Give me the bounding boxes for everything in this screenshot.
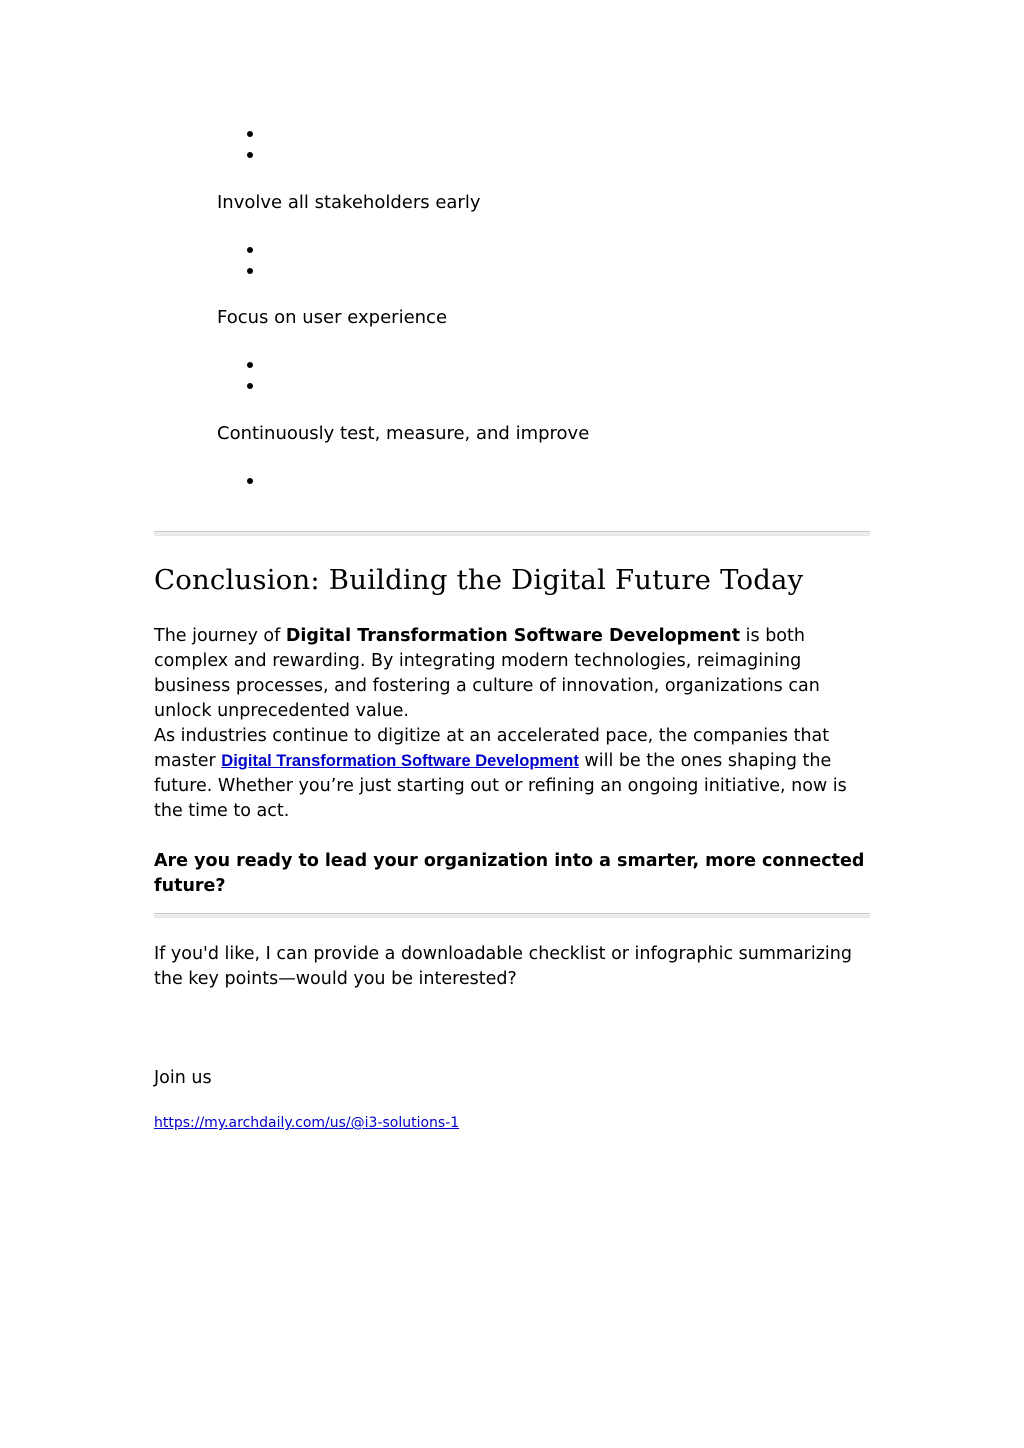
paragraph-text: will be the ones shaping the future. Whether you’re just starting out or refining an ongoing initiative, now is the time to act. — [154, 751, 847, 821]
conclusion-paragraph-1 — [154, 624, 870, 724]
paragraph-text: The journey of — [154, 626, 286, 646]
horizontal-divider — [154, 913, 870, 918]
list-item-text: Involve all stakeholders early — [217, 192, 481, 213]
bullet-point — [247, 383, 253, 389]
cta-text: Are you ready to lead your organization into a smarter, more connected future? — [154, 851, 865, 896]
bullet-point — [247, 152, 253, 158]
offer-paragraph: If you'd like, I can provide a downloadable checklist or infographic summarizing the key points—would you be interested? — [154, 944, 852, 989]
bold-phrase: Digital Transformation Software Development — [285, 626, 741, 646]
bullet-point — [247, 362, 253, 368]
bullet-group-4 — [247, 478, 253, 499]
bullet-group-2 — [247, 247, 253, 289]
bullet-group-3 — [247, 362, 253, 404]
bullet-point — [247, 478, 253, 484]
paragraph-text: is both complex and rewarding. By integrating modern technologies, reimagining business processes, and fostering a culture of innovation, organizations can unlock unprecedented value. — [154, 626, 820, 721]
call-to-action — [154, 849, 870, 899]
horizontal-divider — [154, 531, 870, 536]
join-url-link[interactable]: https://my.archdaily.com/us/@i3-solutions-1 — [154, 1115, 460, 1131]
list-item-text: Focus on user experience — [217, 307, 448, 328]
conclusion-paragraph-2 — [154, 724, 870, 824]
list-item-text: Continuously test, measure, and improve — [217, 423, 590, 444]
bullet-point — [247, 131, 253, 137]
paragraph-text: As industries continue to digitize at an accelerated pace, the companies that master — [154, 726, 830, 771]
conclusion-heading: Conclusion: Building the Digital Future Today — [154, 564, 804, 596]
bullet-point — [247, 247, 253, 253]
bullet-point — [247, 268, 253, 274]
bullet-group-1 — [247, 131, 253, 173]
join-label: Join us — [154, 1068, 212, 1088]
digital-transformation-link[interactable]: Digital Transformation Software Development — [221, 752, 579, 770]
